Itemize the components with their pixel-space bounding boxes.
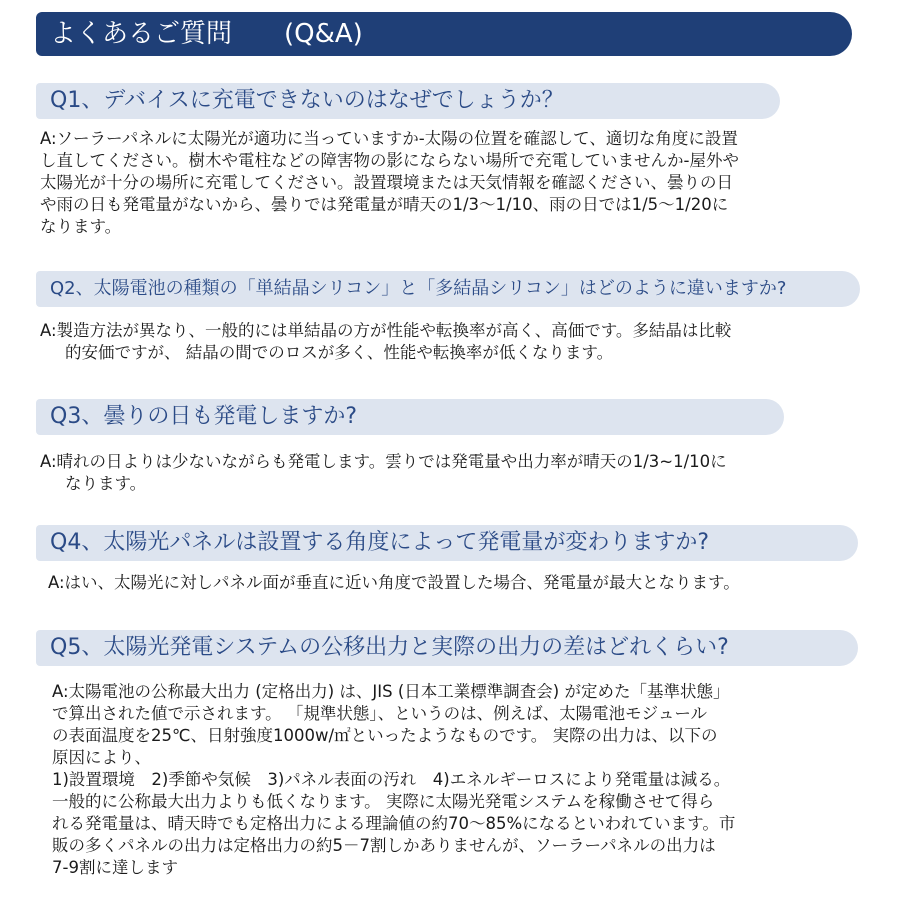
- answer-3: A:晴れの日よりは少ないながらも発電します。雲りでは発電量や出力率が晴天の1/3~1/10に なります。: [40, 452, 727, 493]
- question-3: Q3、曇りの日も発電しますか?: [36, 399, 784, 435]
- answer-1: A:ソーラーパネルに太陽光が適功に当っていますか-太陽の位置を確認して、適切な角度に設置 し直してください。樹木や電柱などの障害物の影にならない場所で充電していませんか-屋外や 太陽光が十分の場所に充電してください。設置環境または天気情報を確認ください、曇りの日 や雨の日も発電量がないから、曇りでは発電量が晴天の1/3〜1/10、雨の日では1/5〜1/20に なります。: [40, 129, 739, 236]
- question-2: Q2、太陽電池の種類の「単結晶シリコン」と「多結晶シリコン」はどのように違いますか?: [36, 271, 860, 307]
- question-4: Q4、太陽光パネルは設置する角度によって発電量が変わりますか?: [36, 525, 858, 561]
- question-5: Q5、太陽光発電システムの公移出力と実際の出力の差はどれくらい?: [36, 630, 858, 666]
- question-1: Q1、デバイスに充電できないのはなぜでしょうか？: [36, 83, 780, 119]
- answer-4: A:はい、太陽光に対しパネル面が垂直に近い角度で設置した場合、発電量が最大となります。: [48, 573, 740, 592]
- answer-2: A:製造方法が異なり、一般的には単結晶の方が性能や転換率が高く、高価です。多結晶は比較 的安価ですが、 結晶の間でのロスが多く、性能や転換率が低くなります。: [40, 321, 732, 362]
- page-title: よくあるご質問 (Q&A): [36, 12, 852, 56]
- answer-5: A:太陽電池の公称最大出力 (定格出力) は、JIS (日本工業標準調査会) が定めた「基準状態」 で算出された値で示されます。 「規準状態」、というのは、例えば、太陽電池モジュール の表面温度を25℃、日射強度1000w/㎡といったようなものです。 実際の出力は、以下の 原因により、 1)設置環境 2)季節や気候 3)パネル表面の汚れ 4)エネルギーロスにより発電量は減る。 一般的に公称最大出力よりも低くなります。 実際に太陽光発電システムを稼働させて得ら れる発電量は、晴天時でも定格出力による理論値の約70〜85%になるといわれています。市 販の多くパネルの出力は定格出力の約5－7割しかありませんが、ソーラーパネルの出力は 7-9割に達します: [52, 682, 736, 877]
